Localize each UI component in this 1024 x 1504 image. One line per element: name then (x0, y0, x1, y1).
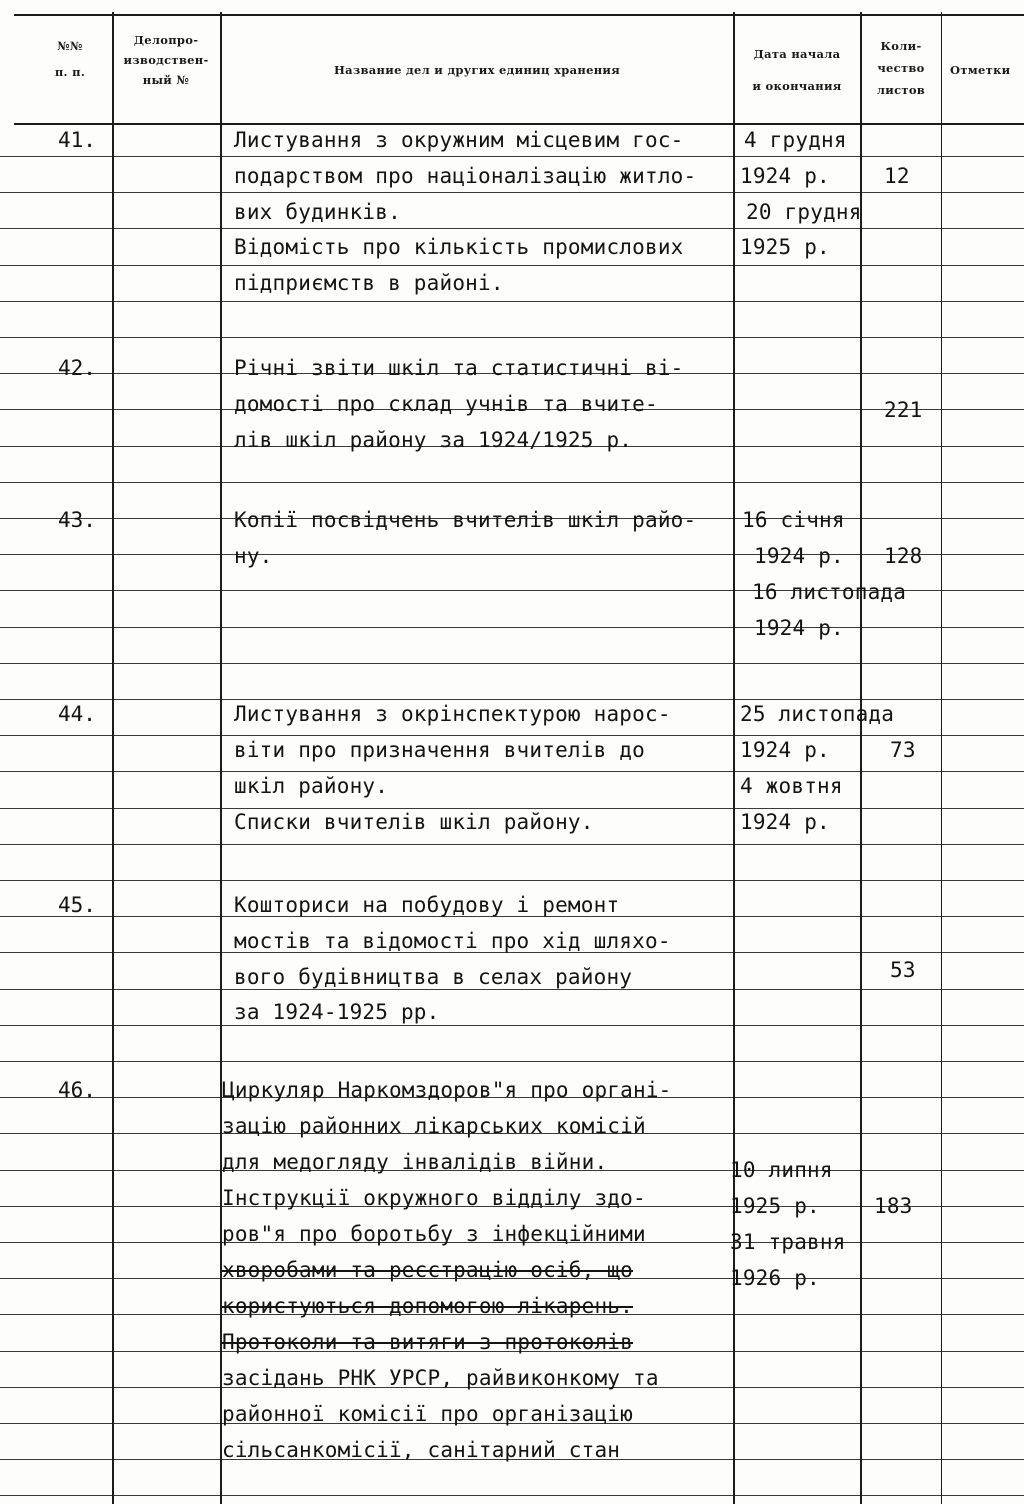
ruled-line (0, 337, 1024, 338)
entry-date: 16 листопада (752, 580, 907, 604)
ruled-line (0, 554, 1024, 555)
entry-title-line: районної комісії про організацію (222, 1402, 633, 1426)
entry-title-line: Копії посвідчень вчителів шкіл райо- (234, 508, 697, 532)
entry-title-line: Листування з окружним місцевим гос- (234, 128, 684, 152)
header-dates: Дата начала и окончания (752, 47, 842, 93)
entry-title-line: Листування з окрінспектурою нарос- (234, 702, 671, 726)
ruled-line (0, 844, 1024, 845)
entry-title-line: шкіл району. (234, 774, 389, 798)
column-divider-sheets (860, 12, 862, 1504)
entry-number: 45. (58, 893, 96, 917)
header-bottom-border (14, 123, 1024, 125)
entry-title-line: віти про призначення вчителів до (234, 738, 645, 762)
entry-title-line: зацію районних лікарських комісій (222, 1114, 646, 1138)
entry-title-line: ров"я про боротьбу з інфекційними (222, 1222, 646, 1246)
entry-title-line: сільсанкомісії, санітарний стан (222, 1438, 621, 1462)
header-number: №№ п. п. (54, 39, 86, 79)
entry-title-line: Відомість про кількість промислових (234, 235, 684, 259)
entry-title-line: Кошториси на побудову і ремонт (234, 893, 620, 917)
entry-sheets: 53 (890, 958, 916, 982)
entry-date: 1924 р. (740, 738, 830, 762)
entry-title-line: Списки вчителів шкіл району. (234, 810, 594, 834)
entry-title-line: вого будівництва в селах району (234, 965, 633, 989)
ruled-line (0, 192, 1024, 193)
header-sheets: Коли- чество листов (876, 39, 926, 97)
entry-number: 41. (58, 128, 96, 152)
header-title: Название дел и других единиц хранения (333, 63, 621, 77)
ruled-line (0, 228, 1024, 229)
ruled-line (0, 663, 1024, 664)
column-divider-case (112, 12, 114, 1504)
entry-sheets: 73 (890, 738, 916, 762)
ruled-line (0, 1025, 1024, 1026)
entry-date: 1924 р. (740, 164, 830, 188)
entry-number: 43. (58, 508, 96, 532)
ruled-line (0, 699, 1024, 700)
entry-title-line: вих будинків. (234, 200, 401, 224)
entry-title-line: Інструкції окружного відділу здо- (222, 1186, 646, 1210)
ruled-line (0, 627, 1024, 628)
ruled-line (0, 771, 1024, 772)
entry-date: 4 жовтня (740, 774, 843, 798)
entry-number: 42. (58, 356, 96, 380)
ruled-line (0, 880, 1024, 881)
entry-title-line: за 1924-1925 рр. (234, 1000, 440, 1024)
entry-number: 46. (58, 1078, 96, 1102)
entry-sheets: 183 (874, 1194, 913, 1218)
entry-title-line: Річні звіти шкіл та статистичні ві- (234, 356, 684, 380)
ruled-line (0, 301, 1024, 302)
ruled-line (0, 156, 1024, 157)
entry-date: 1924 р. (754, 616, 844, 640)
entry-title-line: Циркуляр Наркомздоров"я про органі- (222, 1078, 672, 1102)
header-notes: Отметки (950, 63, 1011, 77)
entry-sheets: 12 (884, 164, 910, 188)
entry-title-line: домості про склад учнів та вчите- (234, 392, 658, 416)
entry-number: 44. (58, 702, 96, 726)
header-case-number: Делопро- изводствен- ный № (123, 33, 209, 87)
entry-date: 4 грудня (744, 128, 847, 152)
entry-date: 25 листопада (740, 702, 895, 726)
entry-date: 1924 р. (740, 810, 830, 834)
entry-title-line: мостів та відомості про хід шляхо- (234, 929, 671, 953)
ruled-line (0, 735, 1024, 736)
ruled-line (0, 482, 1024, 483)
table-top-border (14, 14, 1024, 16)
entry-sheets: 128 (884, 544, 923, 568)
entry-title-line: користуються допомогою лікарень. (222, 1294, 633, 1318)
entry-date: 1925 р. (740, 235, 830, 259)
entry-title-line: лів шкіл району за 1924/1925 р. (234, 428, 633, 452)
entry-title-line: підприємств в районі. (234, 271, 504, 295)
entry-title-line: подарством про націоналізацію житло- (234, 164, 697, 188)
entry-title-line: засідань РНК УРСР, райвиконкому та (222, 1366, 659, 1390)
ruled-line (0, 808, 1024, 809)
entry-date: 31 травня (730, 1230, 846, 1254)
entry-date: 1924 р. (754, 544, 844, 568)
column-divider-notes (941, 12, 942, 1504)
ruled-line (0, 989, 1024, 990)
entry-date: 20 грудня (746, 200, 862, 224)
entry-sheets: 221 (884, 398, 923, 422)
entry-date: 16 січня (742, 508, 845, 532)
ruled-line (0, 265, 1024, 266)
entry-date: 10 липня (730, 1158, 833, 1182)
entry-date: 1925 р. (730, 1194, 820, 1218)
entry-title-line: для медогляду інвалідів війни. (222, 1150, 608, 1174)
entry-date: 1926 р. (730, 1266, 820, 1290)
entry-title-line: ну. (234, 544, 273, 568)
ruled-line (0, 1061, 1024, 1062)
entry-title-line: хворобами та реєстрацію осіб, що (222, 1258, 633, 1282)
entry-title-line: Протоколи та витяги з протоколів (222, 1330, 633, 1354)
ruled-line (0, 1495, 1024, 1496)
